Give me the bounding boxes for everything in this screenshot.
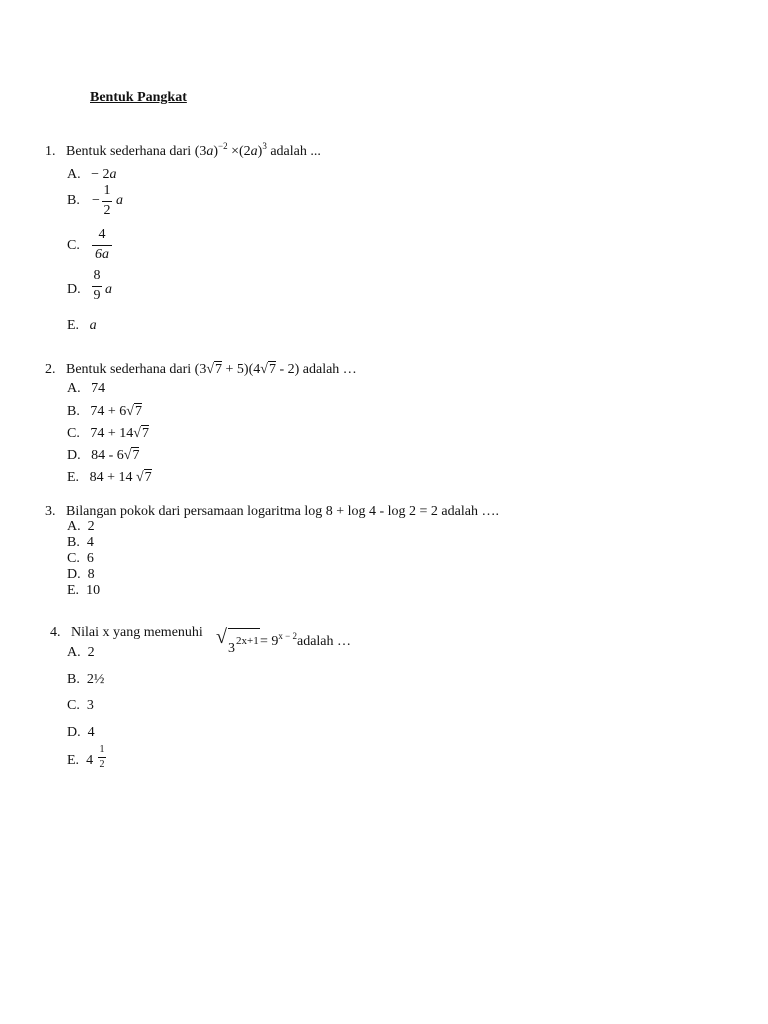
option-letter: A. — [67, 167, 81, 182]
option-1b[interactable] — [67, 193, 80, 209]
radicand: 7 — [132, 448, 140, 463]
question-2 — [45, 362, 357, 378]
option-letter: E. — [67, 318, 80, 333]
radicand: 7 — [268, 362, 276, 377]
option-value: 3 — [86, 698, 94, 713]
option-value: 4 — [86, 535, 94, 550]
option-value: 2 — [87, 645, 95, 660]
option-value: 2 — [87, 519, 95, 534]
option-value: 84 - 6 — [91, 448, 124, 463]
question-number: 4. — [50, 625, 61, 640]
option-3b[interactable] — [67, 535, 94, 551]
sqrt-symbol: √ — [260, 362, 268, 377]
fraction-bar — [92, 286, 102, 287]
option-letter: A. — [67, 519, 81, 534]
sqrt-symbol: √ — [123, 448, 132, 463]
option-4d[interactable] — [67, 725, 95, 741]
option-letter: A. — [67, 381, 81, 396]
option-letter: D. — [67, 282, 81, 297]
fraction-bar — [98, 757, 106, 758]
option-2c[interactable] — [67, 426, 149, 442]
option-letter: B. — [67, 672, 80, 687]
question-number: 2. — [45, 362, 56, 377]
fraction — [92, 227, 112, 263]
option-3d[interactable] — [67, 567, 95, 583]
option-letter: D. — [67, 448, 81, 463]
option-1e[interactable] — [67, 318, 97, 334]
equals-rhs: = 9 — [260, 634, 279, 649]
option-4b[interactable] — [67, 672, 104, 688]
option-value: 74 + 14 — [90, 426, 134, 441]
radicand: 7 — [141, 426, 149, 441]
fraction-bar — [102, 201, 112, 202]
option-letter: A. — [67, 645, 81, 660]
option-variable: a — [109, 167, 117, 182]
option-3e[interactable] — [67, 583, 100, 599]
option-3a[interactable] — [67, 519, 95, 535]
option-value: 84 + 14 — [89, 470, 136, 485]
option-letter: B. — [67, 535, 80, 550]
fraction — [98, 744, 106, 771]
option-3c[interactable] — [67, 551, 94, 567]
option-2b[interactable] — [67, 404, 142, 420]
fraction — [102, 183, 112, 219]
question-1 — [45, 141, 321, 160]
question-4 — [50, 625, 203, 641]
option-letter: B. — [67, 193, 80, 208]
rhs-exponent: x − 2 — [278, 631, 297, 641]
option-variable: a — [89, 318, 97, 333]
option-letter: D. — [67, 567, 81, 582]
option-1b-sign: − — [92, 193, 100, 208]
option-value: 2½ — [86, 672, 105, 687]
option-value: 6 — [86, 551, 94, 566]
option-letter: C. — [67, 698, 80, 713]
numerator: 4 — [98, 227, 106, 242]
fraction-bar — [92, 245, 112, 246]
question-text: Bentuk sederhana dari — [66, 144, 192, 159]
question-number: 1. — [45, 144, 56, 159]
option-letter: D. — [67, 725, 81, 740]
numerator: 1 — [99, 744, 105, 755]
radicand-exponent: 2x+1 — [236, 635, 259, 647]
rhs-expression — [260, 631, 352, 650]
option-value: 8 — [87, 567, 95, 582]
radicand: 7 — [215, 362, 223, 377]
question-text-end: adalah ... — [270, 144, 321, 159]
denominator: 9 — [93, 288, 101, 303]
denominator: 2 — [103, 203, 111, 218]
option-letter: B. — [67, 404, 80, 419]
radicand: 7 — [134, 404, 142, 419]
option-1c[interactable] — [67, 238, 80, 254]
option-value: − 2 — [91, 167, 110, 182]
sqrt-bar — [228, 628, 260, 629]
option-variable: a — [116, 193, 123, 208]
option-letter: C. — [67, 426, 80, 441]
page-title: Bentuk Pangkat — [90, 90, 187, 105]
question-text: Nilai x yang memenuhi — [71, 625, 203, 640]
option-variable: a — [105, 282, 112, 297]
option-value: 74 — [91, 381, 106, 396]
question-3 — [45, 504, 499, 520]
fraction — [92, 268, 102, 304]
option-2d[interactable] — [67, 448, 139, 464]
option-value: 74 + 6 — [90, 404, 127, 419]
denominator: 2 — [99, 759, 105, 770]
option-value: 4 — [86, 753, 94, 768]
radicand: 7 — [144, 470, 152, 485]
sqrt-symbol: √ — [206, 362, 215, 377]
sqrt-symbol: √ — [133, 426, 141, 441]
question-text: Bilangan pokok dari persamaan logaritma log 8 + log 4 - log 2 = 2 adalah …. — [66, 504, 499, 519]
denominator: 6a — [95, 247, 109, 262]
question-text-end: - 2) adalah … — [275, 362, 357, 377]
question-text-end: adalah … — [296, 634, 352, 649]
sqrt-symbol: √ — [126, 404, 134, 419]
question-number: 3. — [45, 504, 56, 519]
option-letter: C. — [67, 238, 80, 253]
option-letter: E. — [67, 470, 80, 485]
option-letter: C. — [67, 551, 80, 566]
sqrt-symbol: √ — [135, 470, 144, 485]
option-value: 4 — [87, 725, 95, 740]
numerator: 8 — [93, 268, 101, 283]
option-4c[interactable] — [67, 698, 94, 714]
option-letter: E. — [67, 583, 80, 598]
option-1a[interactable] — [67, 167, 117, 183]
sqrt-symbol: √ — [216, 626, 227, 648]
numerator: 1 — [103, 183, 111, 198]
radicand-base: 3 — [228, 641, 235, 656]
question-text-mid: + 5)(4 — [222, 362, 261, 377]
option-value: 10 — [86, 583, 101, 598]
math-expression: $(3a)^{-2} \times(2a)^3$ — [194, 141, 267, 159]
question-text: Bentuk sederhana dari (3 — [66, 362, 207, 377]
option-2a[interactable] — [67, 381, 105, 397]
option-2e[interactable] — [67, 470, 152, 486]
option-4a[interactable] — [67, 645, 95, 661]
option-letter: E. — [67, 753, 80, 768]
option-1d[interactable] — [67, 282, 81, 298]
option-4e[interactable] — [67, 753, 93, 769]
